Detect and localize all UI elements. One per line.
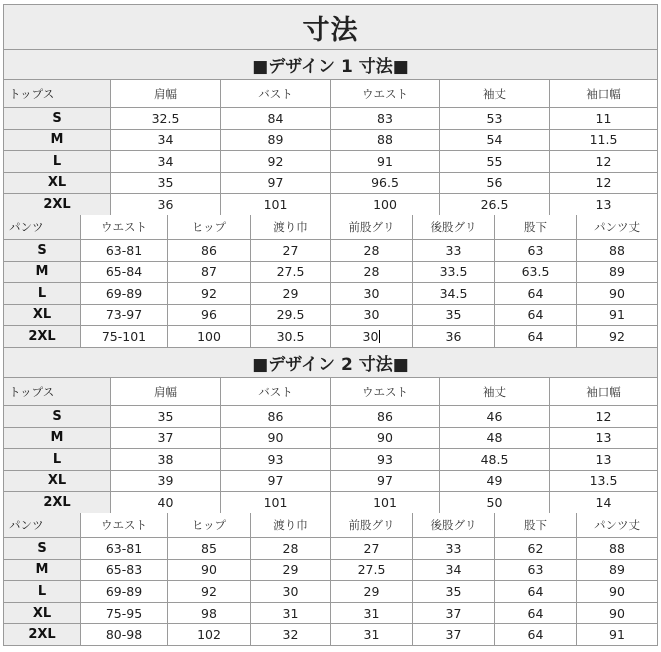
pants-value-cell: 92 (576, 326, 658, 347)
tops-value-cell: 101 (220, 194, 330, 215)
pants-value-cell: 86 (167, 240, 250, 261)
tops-value-cell: 97 (220, 173, 330, 194)
tops-value-cell: 96.5 (330, 173, 439, 194)
pants-value-cell: 90 (576, 581, 658, 602)
tops-row (3, 108, 658, 130)
pants-value-cell: 87 (167, 262, 250, 283)
pants-value-cell: 27 (330, 538, 412, 559)
pants-size-label: L (3, 581, 80, 602)
pants-value-cell: 37 (412, 603, 494, 624)
tops-value-cell: 97 (220, 471, 330, 492)
pants-value-cell: 63-81 (80, 240, 167, 261)
pants-header-5: 後股グリ (412, 215, 494, 239)
pants-header-6: 股下 (494, 215, 576, 239)
tops-value-cell: 12 (549, 151, 658, 172)
tops-size-label: L (3, 449, 110, 470)
tops-value-cell: 86 (330, 406, 439, 427)
tops-value-cell: 101 (220, 492, 330, 513)
pants-value-cell: 64 (494, 624, 576, 645)
tops-row (3, 406, 658, 428)
pants-header-5: 後股グリ (412, 513, 494, 537)
tops-value-cell: 26.5 (439, 194, 549, 215)
pants-value-cell: 64 (494, 305, 576, 326)
pants-size-label: M (3, 560, 80, 581)
tops-header-5: 袖口幅 (549, 378, 658, 405)
tops-value-cell: 93 (220, 449, 330, 470)
tops-value-cell: 50 (439, 492, 549, 513)
pants-value-cell: 31 (250, 603, 330, 624)
tops-value-cell: 48 (439, 428, 549, 449)
pants-value-cell: 34 (412, 560, 494, 581)
pants-value-cell: 28 (330, 262, 412, 283)
pants-value-cell: 63-81 (80, 538, 167, 559)
pants-value-cell: 30.5 (250, 326, 330, 347)
tops-size-label: M (3, 130, 110, 151)
tops-row (3, 449, 658, 471)
pants-value-cell: 30 (330, 283, 412, 304)
pants-value-cell: 34.5 (412, 283, 494, 304)
tops-header-row (3, 378, 658, 406)
tops-value-cell: 89 (220, 130, 330, 151)
pants-header-3: 渡り巾 (250, 215, 330, 239)
tops-header-4: 袖丈 (439, 80, 549, 107)
pants-value-cell: 91 (576, 624, 658, 645)
tops-header-3: ウエスト (330, 378, 439, 405)
tops-size-label: M (3, 428, 110, 449)
tops-header-3: ウエスト (330, 80, 439, 107)
pants-value-cell: 89 (576, 560, 658, 581)
tops-value-cell: 13 (549, 449, 658, 470)
tops-value-cell: 13 (549, 194, 658, 215)
pants-value-cell: 65-83 (80, 560, 167, 581)
tops-row (3, 471, 658, 493)
pants-value-cell: 63.5 (494, 262, 576, 283)
pants-header-2: ヒップ (167, 513, 250, 537)
pants-value-cell: 32 (250, 624, 330, 645)
pants-value-cell: 37 (412, 624, 494, 645)
pants-header-7: パンツ丈 (576, 215, 658, 239)
pants-value-cell: 91 (576, 305, 658, 326)
pants-header-6: 股下 (494, 513, 576, 537)
pants-header-0: パンツ (3, 513, 80, 537)
pants-header-row (3, 513, 658, 538)
page-title-bar (3, 4, 658, 50)
pants-value-cell: 90 (576, 283, 658, 304)
pants-value-cell: 63 (494, 560, 576, 581)
pants-value-cell: 33.5 (412, 262, 494, 283)
pants-value-cell: 65-84 (80, 262, 167, 283)
text-cursor-icon (379, 330, 380, 343)
pants-row (3, 538, 658, 560)
pants-row (3, 262, 658, 284)
pants-header-0: パンツ (3, 215, 80, 239)
tops-header-1: 肩幅 (110, 378, 220, 405)
design-section-heading (3, 50, 658, 80)
pants-value-cell: 30 (330, 305, 412, 326)
tops-value-cell: 88 (330, 130, 439, 151)
tops-value-cell: 48.5 (439, 449, 549, 470)
tops-value-cell: 86 (220, 406, 330, 427)
pants-value-cell: 28 (250, 538, 330, 559)
tops-value-cell: 34 (110, 130, 220, 151)
pants-value-cell: 80-98 (80, 624, 167, 645)
pants-value-cell: 90 (576, 603, 658, 624)
pants-row (3, 624, 658, 646)
tops-value-cell: 12 (549, 173, 658, 194)
tops-size-label: L (3, 151, 110, 172)
tops-row (3, 130, 658, 152)
pants-row (3, 240, 658, 262)
pants-value-cell: 92 (167, 581, 250, 602)
pants-value-cell: 29 (250, 283, 330, 304)
pants-size-label: XL (3, 603, 80, 624)
tops-value-cell: 11.5 (549, 130, 658, 151)
tops-value-cell: 40 (110, 492, 220, 513)
pants-value-cell: 30 (250, 581, 330, 602)
pants-header-7: パンツ丈 (576, 513, 658, 537)
tops-value-cell: 49 (439, 471, 549, 492)
pants-value-cell: 30 (330, 326, 412, 347)
pants-value-cell: 102 (167, 624, 250, 645)
pants-value-cell: 96 (167, 305, 250, 326)
tops-value-cell: 84 (220, 108, 330, 129)
pants-size-label: S (3, 240, 80, 261)
tops-header-2: バスト (220, 378, 330, 405)
tops-row (3, 492, 658, 514)
tops-value-cell: 100 (330, 194, 439, 215)
design-section-heading (3, 348, 658, 378)
pants-value-cell: 29 (250, 560, 330, 581)
tops-value-cell: 93 (330, 449, 439, 470)
tops-header-0: トップス (3, 80, 110, 107)
tops-value-cell: 14 (549, 492, 658, 513)
tops-value-cell: 36 (110, 194, 220, 215)
pants-value-cell: 27 (250, 240, 330, 261)
tops-header-5: 袖口幅 (549, 80, 658, 107)
pants-header-4: 前股グリ (330, 513, 412, 537)
pants-value-cell: 31 (330, 603, 412, 624)
pants-value-cell: 35 (412, 305, 494, 326)
pants-header-row (3, 215, 658, 240)
tops-header-2: バスト (220, 80, 330, 107)
page-title: 寸法 (302, 14, 359, 46)
tops-header-4: 袖丈 (439, 378, 549, 405)
pants-size-label: XL (3, 305, 80, 326)
design-section-title: ■デザイン 2 寸法■ (252, 355, 409, 375)
tops-value-cell: 13 (549, 428, 658, 449)
pants-value-cell: 29 (330, 581, 412, 602)
pants-value-cell: 69-89 (80, 283, 167, 304)
pants-header-1: ウエスト (80, 215, 167, 239)
pants-value-cell: 27.5 (330, 560, 412, 581)
tops-row (3, 428, 658, 450)
pants-header-4: 前股グリ (330, 215, 412, 239)
pants-value-cell: 64 (494, 326, 576, 347)
pants-row (3, 603, 658, 625)
tops-value-cell: 12 (549, 406, 658, 427)
pants-size-label: 2XL (3, 624, 80, 645)
tops-size-label: 2XL (3, 194, 110, 215)
tops-value-cell: 92 (220, 151, 330, 172)
pants-value-cell: 33 (412, 538, 494, 559)
pants-size-label: M (3, 262, 80, 283)
pants-value-cell: 28 (330, 240, 412, 261)
pants-row (3, 581, 658, 603)
pants-size-label: L (3, 283, 80, 304)
tops-header-0: トップス (3, 378, 110, 405)
pants-value-cell: 27.5 (250, 262, 330, 283)
tops-row (3, 173, 658, 195)
pants-value-cell: 64 (494, 581, 576, 602)
pants-value-cell: 31 (330, 624, 412, 645)
tops-value-cell: 55 (439, 151, 549, 172)
tops-value-cell: 91 (330, 151, 439, 172)
pants-value-cell: 63 (494, 240, 576, 261)
pants-value-cell: 90 (167, 560, 250, 581)
tops-header-1: 肩幅 (110, 80, 220, 107)
tops-value-cell: 90 (330, 428, 439, 449)
pants-value-cell: 88 (576, 538, 658, 559)
tops-row (3, 194, 658, 216)
pants-header-2: ヒップ (167, 215, 250, 239)
tops-value-cell: 90 (220, 428, 330, 449)
pants-header-1: ウエスト (80, 513, 167, 537)
tops-value-cell: 101 (330, 492, 439, 513)
tops-value-cell: 39 (110, 471, 220, 492)
pants-row (3, 283, 658, 305)
tops-value-cell: 35 (110, 173, 220, 194)
pants-value-cell: 62 (494, 538, 576, 559)
pants-value-cell: 33 (412, 240, 494, 261)
design-section-title: ■デザイン 1 寸法■ (252, 57, 409, 77)
tops-header-row (3, 80, 658, 108)
tops-row (3, 151, 658, 173)
tops-size-label: S (3, 108, 110, 129)
tops-value-cell: 53 (439, 108, 549, 129)
pants-value-cell: 35 (412, 581, 494, 602)
pants-value-cell: 100 (167, 326, 250, 347)
pants-value-cell: 88 (576, 240, 658, 261)
pants-value-cell: 69-89 (80, 581, 167, 602)
pants-value-cell: 64 (494, 603, 576, 624)
pants-value-cell: 89 (576, 262, 658, 283)
pants-value-cell: 64 (494, 283, 576, 304)
tops-value-cell: 83 (330, 108, 439, 129)
pants-row (3, 305, 658, 327)
pants-value-cell: 36 (412, 326, 494, 347)
tops-size-label: XL (3, 471, 110, 492)
pants-row (3, 560, 658, 582)
tops-size-label: 2XL (3, 492, 110, 513)
tops-value-cell: 46 (439, 406, 549, 427)
tops-value-cell: 34 (110, 151, 220, 172)
tops-value-cell: 54 (439, 130, 549, 151)
pants-header-3: 渡り巾 (250, 513, 330, 537)
pants-value-cell: 98 (167, 603, 250, 624)
pants-value-cell: 29.5 (250, 305, 330, 326)
tops-value-cell: 38 (110, 449, 220, 470)
tops-value-cell: 37 (110, 428, 220, 449)
tops-value-cell: 56 (439, 173, 549, 194)
pants-size-label: 2XL (3, 326, 80, 347)
tops-value-cell: 13.5 (549, 471, 658, 492)
tops-size-label: XL (3, 173, 110, 194)
pants-value-cell: 73-97 (80, 305, 167, 326)
tops-value-cell: 35 (110, 406, 220, 427)
pants-value-cell: 75-101 (80, 326, 167, 347)
pants-row (3, 326, 658, 348)
tops-size-label: S (3, 406, 110, 427)
tops-value-cell: 32.5 (110, 108, 220, 129)
pants-value-cell: 75-95 (80, 603, 167, 624)
pants-size-label: S (3, 538, 80, 559)
pants-value-cell: 92 (167, 283, 250, 304)
tops-value-cell: 97 (330, 471, 439, 492)
pants-value-cell: 85 (167, 538, 250, 559)
tops-value-cell: 11 (549, 108, 658, 129)
